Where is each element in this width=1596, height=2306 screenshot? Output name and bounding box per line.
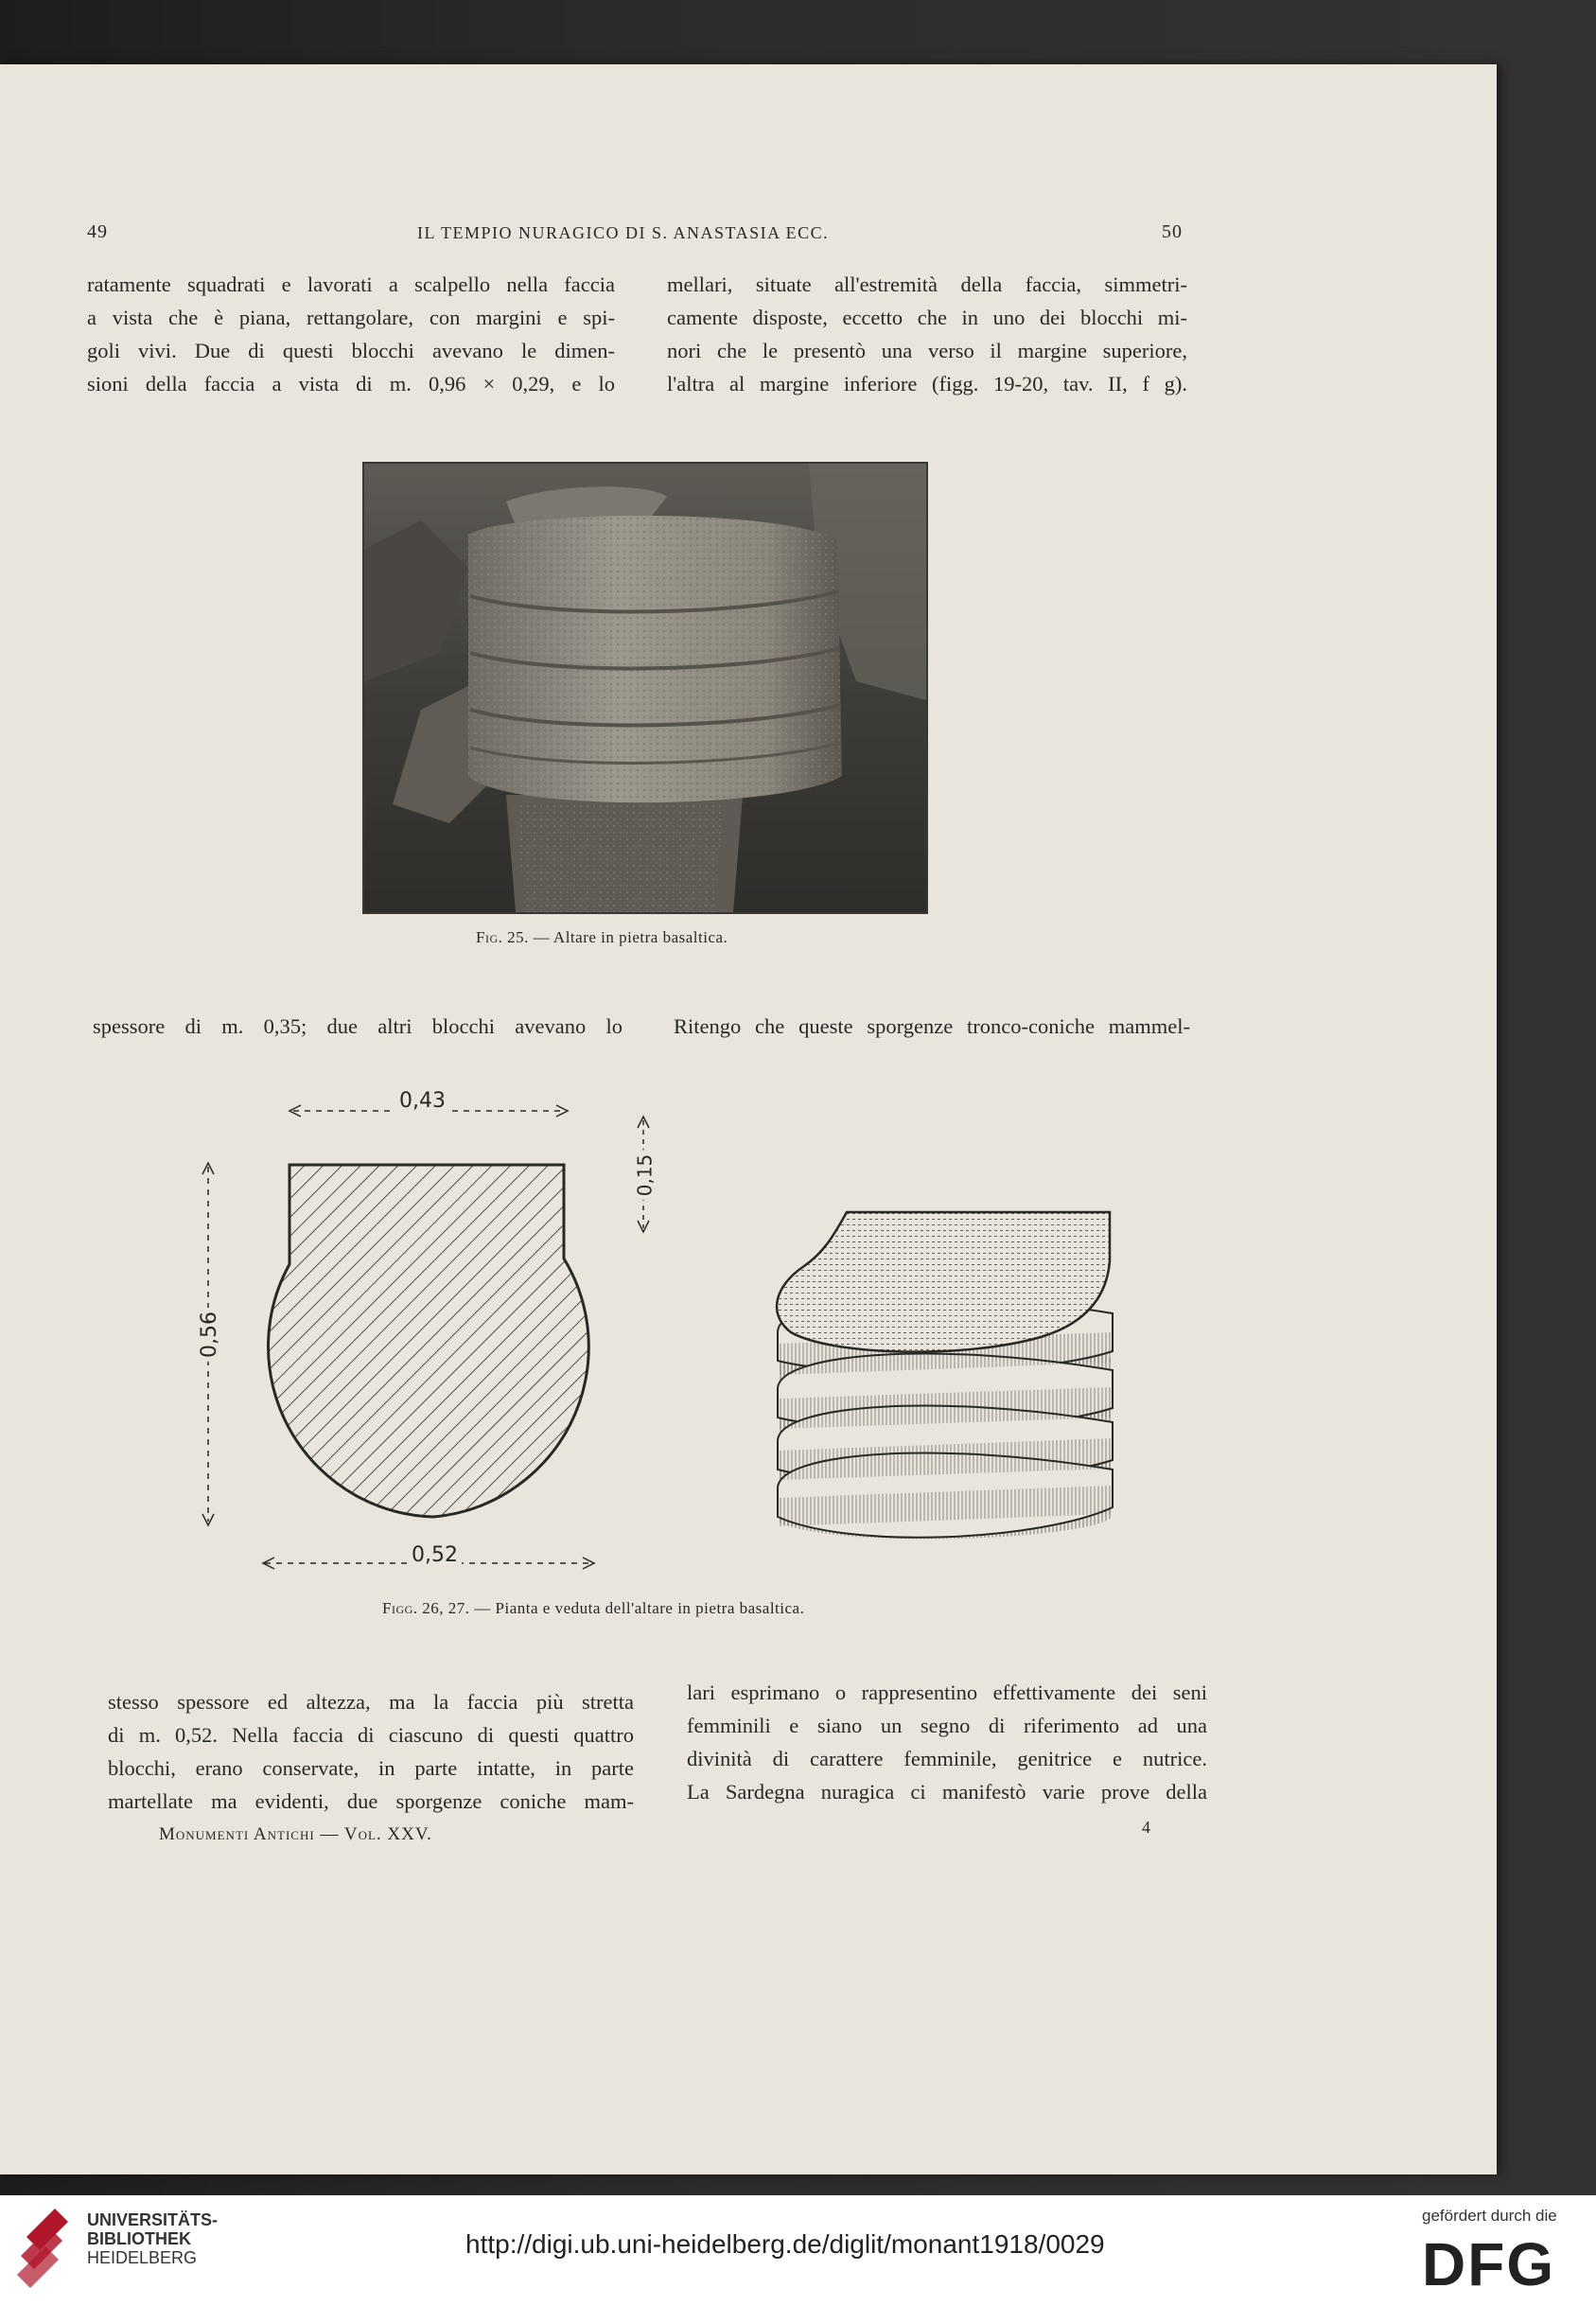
text-line: l'altra al margine inferiore (figg. 19-20, tav. II, f g).	[667, 372, 1187, 396]
sheet-signature: 4	[1142, 1818, 1150, 1837]
text-line: stesso spessore ed altezza, ma la faccia più stretta	[108, 1690, 634, 1714]
library-line: HEIDELBERG	[87, 2248, 198, 2267]
text-line: lari esprimano o rappresentino effettivamente dei seni	[687, 1681, 1207, 1704]
text-column-bottom-left	[108, 1685, 634, 1818]
library-line: UNIVERSITÄTS-	[87, 2210, 219, 2229]
running-title: IL TEMPIO NURAGICO DI S. ANASTASIA ECC.	[417, 223, 830, 242]
dimension-label-right: 0,15	[633, 1151, 656, 1201]
page-number-right: 50	[1162, 221, 1183, 242]
dimension-label-left: 0,56	[198, 1308, 221, 1362]
page-number-left: 49	[87, 221, 108, 242]
text-line: Ritengo che queste sporgenze tronco-coniche mammel-	[674, 1014, 1190, 1038]
page-url-link[interactable]: http://digi.ub.uni-heidelberg.de/diglit/monant1918/0029	[465, 2229, 1105, 2259]
text-line: divinità di carattere femminile, genitrice e nutrice.	[687, 1747, 1207, 1770]
figure-label: Fig. 25.	[476, 928, 529, 946]
library-logo-icon	[17, 2209, 78, 2294]
library-name	[87, 2210, 218, 2267]
altar-view-drawing	[777, 1212, 1113, 1540]
figures-26-27	[0, 64, 1497, 2174]
text-line: femminili e siano un segno di riferimento ad una	[687, 1714, 1207, 1737]
text-line: ratamente squadrati e lavorati a scalpello nella faccia	[87, 273, 615, 296]
figure-26-27-caption	[382, 1599, 804, 1618]
text-line: mellari, situate all'estremità della faccia, simmetri-	[667, 273, 1187, 296]
text-line: camente disposte, eccetto che in uno dei blocchi mi-	[667, 306, 1187, 329]
journal-signature: Monumenti Antichi — Vol. XXV.	[159, 1824, 432, 1844]
dimension-label-bottom: 0,52	[408, 1543, 462, 1567]
text-line: nori che le presentò una verso il margine superiore,	[667, 339, 1187, 362]
figure-caption-text: — Pianta e veduta dell'altare in pietra basaltica.	[474, 1599, 805, 1617]
text-line: goli vivi. Due di questi blocchi avevano le dimen-	[87, 339, 615, 362]
dimension-label-top: 0,43	[395, 1089, 449, 1113]
viewer-footer	[0, 2195, 1596, 2306]
text-line: martellate ma evidenti, due sporgenze coniche mam-	[108, 1789, 634, 1813]
text-line: blocchi, erano conservate, in parte intatte, in parte	[108, 1756, 634, 1780]
text-line: La Sardegna nuragica ci manifestò varie prove della	[687, 1780, 1207, 1804]
library-line: BIBLIOTHEK	[87, 2229, 191, 2248]
text-line: sioni della faccia a vista di m. 0,96 × 0,29, e lo	[87, 372, 615, 396]
figure-label: Figg. 26, 27.	[382, 1599, 470, 1617]
book-page	[0, 64, 1497, 2174]
text-line: di m. 0,52. Nella faccia di ciascuno di questi quattro	[108, 1723, 634, 1747]
text-line: spessore di m. 0,35; due altri blocchi avevano lo	[93, 1014, 623, 1038]
altar-plan-drawing	[202, 1105, 649, 1569]
figure-caption-text: — Altare in pietra basaltica.	[533, 928, 728, 946]
funded-by-label: gefördert durch die	[1422, 2207, 1557, 2225]
text-column-bottom-right	[687, 1676, 1207, 1808]
text-line: a vista che è piana, rettangolare, con margini e spi-	[87, 306, 615, 329]
dfg-logo: DFG	[1422, 2230, 1556, 2298]
